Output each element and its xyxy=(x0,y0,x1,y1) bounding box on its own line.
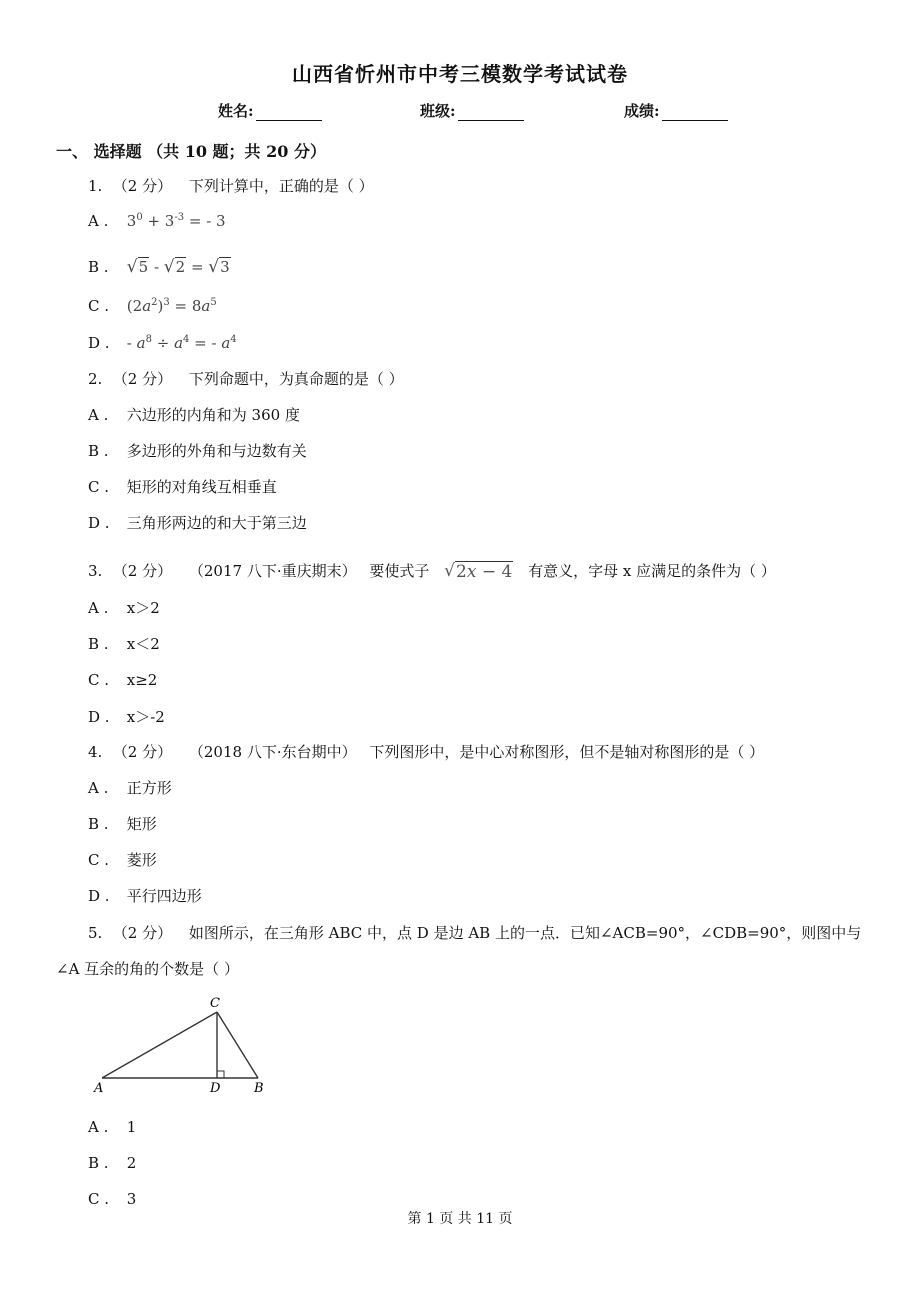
option-letter: A . xyxy=(88,779,109,797)
option-text: 多边形的外角和与边数有关 xyxy=(126,442,307,460)
option-1a xyxy=(88,212,226,230)
question-source: （2017 八下·重庆期末） xyxy=(188,562,357,580)
question-text-line1: 如图所示，在三角形 ABC 中，点 D 是边 AB 上的一点．已知∠ACB=90°，∠CDB=90°，则图中与 xyxy=(188,924,862,942)
question-text: 下列命题中，为真命题的是（ ） xyxy=(188,370,404,388)
option-2d xyxy=(88,512,307,533)
right-angle-mark xyxy=(217,1071,224,1078)
page-footer: 第 1 页 共 11 页 xyxy=(407,1211,513,1227)
question-text-after: 有意义，字母 x 应满足的条件为（ ） xyxy=(528,562,776,580)
option-3d xyxy=(88,706,165,727)
question-source: （2018 八下·东台期中） xyxy=(188,743,357,761)
option-text: 三角形两边的和大于第三边 xyxy=(126,514,307,532)
option-text: 1 xyxy=(126,1118,137,1136)
label-a: A xyxy=(94,1081,104,1096)
option-3c xyxy=(88,671,157,689)
option-1d xyxy=(88,334,237,352)
option-text: 矩形的对角线互相垂直 xyxy=(126,478,277,496)
option-letter: B . xyxy=(88,635,109,653)
option-letter: D . xyxy=(88,514,110,532)
question-number: 2. xyxy=(88,370,103,388)
question-score: （2 分） xyxy=(112,562,173,580)
class-blank xyxy=(458,106,524,121)
option-text: 3 xyxy=(126,1190,137,1208)
question-text: 下列计算中，正确的是（ ） xyxy=(188,177,374,195)
option-text: 六边形的内角和为 360 度 xyxy=(126,406,300,424)
option-5b xyxy=(88,1154,136,1172)
option-letter: B . xyxy=(88,442,109,460)
sqrt-expression: √ 2x − 4 xyxy=(444,561,513,582)
option-letter: D . xyxy=(88,708,110,726)
option-formula: $3^0 + 3^{-3}$ = - 3 xyxy=(126,212,226,230)
option-letter: C . xyxy=(88,671,110,689)
option-text: 平行四边形 xyxy=(126,887,202,905)
question-5-line2: ∠A 互余的角的个数是（ ） xyxy=(56,960,239,978)
option-formula: - $a^8 \div a^4$ = - $a^4$ xyxy=(126,334,237,352)
name-label: 姓名: xyxy=(218,102,254,120)
option-text: 2 xyxy=(126,1154,137,1172)
class-field xyxy=(420,100,524,121)
question-score: （2 分） xyxy=(112,924,173,942)
option-text: x＜2 xyxy=(126,635,160,653)
option-letter: C . xyxy=(88,1190,110,1208)
option-formula: √ 5 - √ 2 = √ 3 xyxy=(126,257,230,277)
question-4 xyxy=(88,741,764,762)
option-letter: A . xyxy=(88,1118,109,1136)
option-3a xyxy=(88,597,160,618)
question-score: （2 分） xyxy=(112,370,173,388)
option-letter: C . xyxy=(88,478,110,496)
option-text: 矩形 xyxy=(126,815,157,833)
option-letter: A . xyxy=(88,212,109,230)
option-4b xyxy=(88,813,157,834)
option-letter: C . xyxy=(88,851,110,869)
question-number: 4. xyxy=(88,743,103,761)
option-letter: B . xyxy=(88,258,109,276)
option-4d xyxy=(88,885,202,906)
option-1c xyxy=(88,297,217,315)
option-text: x＞2 xyxy=(126,599,160,617)
option-letter: C . xyxy=(88,297,110,315)
question-1 xyxy=(88,175,374,196)
question-5 xyxy=(88,922,861,943)
question-number: 1. xyxy=(88,177,103,195)
label-d: D xyxy=(210,1081,221,1096)
question-number: 5. xyxy=(88,924,103,942)
option-4c xyxy=(88,849,157,870)
option-letter: B . xyxy=(88,1154,109,1172)
option-letter: D . xyxy=(88,334,110,352)
option-5a xyxy=(88,1118,136,1136)
option-text: x≥2 xyxy=(126,671,158,689)
question-score: （2 分） xyxy=(112,177,173,195)
option-text: x＞-2 xyxy=(126,708,165,726)
option-letter: D . xyxy=(88,887,110,905)
section-heading: 一、 选择题 （共 10 题；共 20 分） xyxy=(56,142,326,161)
option-5c xyxy=(88,1190,136,1208)
option-formula: $(2a^2)^3 = 8a^5$ xyxy=(126,297,217,315)
option-2b xyxy=(88,440,307,461)
score-field xyxy=(624,100,728,121)
question-score: （2 分） xyxy=(112,743,173,761)
option-letter: B . xyxy=(88,815,109,833)
page-title: 山西省忻州市中考三模数学考试试卷 xyxy=(292,62,628,86)
score-label: 成绩: xyxy=(624,102,660,120)
label-c: C xyxy=(210,996,220,1011)
option-4a xyxy=(88,777,172,798)
option-2a xyxy=(88,404,300,425)
line-cb xyxy=(217,1012,258,1078)
name-blank xyxy=(256,106,322,121)
name-field xyxy=(218,100,322,121)
triangle-figure xyxy=(90,992,280,1098)
option-text: 菱形 xyxy=(126,851,157,869)
label-b: B xyxy=(254,1081,264,1096)
class-label: 班级: xyxy=(420,102,456,120)
question-text: 下列图形中，是中心对称图形，但不是轴对称图形的是（ ） xyxy=(369,743,765,761)
option-text: 正方形 xyxy=(126,779,172,797)
option-letter: A . xyxy=(88,406,109,424)
question-2 xyxy=(88,368,404,389)
line-ac xyxy=(102,1012,217,1078)
question-3 xyxy=(88,560,776,582)
question-number: 3. xyxy=(88,562,103,580)
option-3b xyxy=(88,633,160,654)
question-text-before: 要使式子 xyxy=(369,562,430,580)
option-1b xyxy=(88,257,231,277)
score-blank xyxy=(662,106,728,121)
option-letter: A . xyxy=(88,599,109,617)
option-2c xyxy=(88,476,277,497)
